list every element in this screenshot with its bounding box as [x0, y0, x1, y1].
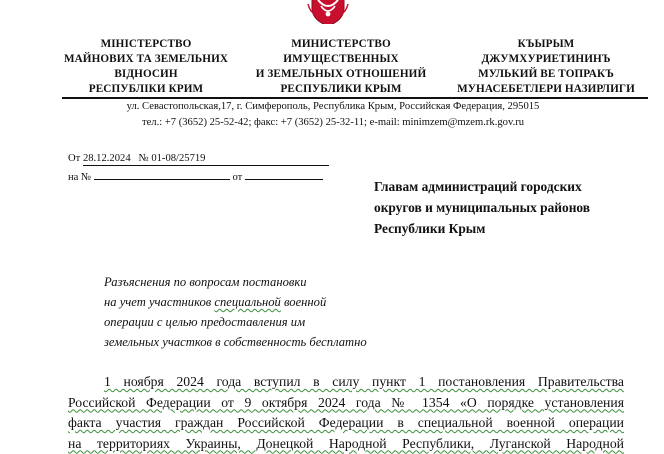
letter-body: [68, 372, 624, 454]
document-number: 01-08/25719: [151, 153, 205, 164]
body-line: 1 ноября 2024 года вступил в силу пункт 1 постановления Правительства: [68, 372, 624, 393]
document-date: 28.12.2024: [83, 153, 131, 164]
reply-number-blank: [94, 179, 230, 180]
recipient-line: Главам администраций городских: [374, 176, 654, 197]
outgoing-reference-field: [83, 153, 329, 166]
outgoing-reference: [68, 153, 329, 166]
subject-highlighted-word: специальной: [214, 295, 280, 309]
ministry-name-ukrainian: [62, 37, 230, 97]
ministry-ct-line: МУЛЬКИЙ ВЕ ТОПРАКЪ: [446, 67, 646, 82]
ministry-name-russian: [246, 37, 436, 97]
ministry-address: ул. Севастопольская,17, г. Симферополь, Республика Крым, Российская Федерация, 295015: [98, 101, 568, 112]
ministry-ua-line: МАЙНОВИХ ТА ЗЕМЕЛЬНИХ: [62, 52, 230, 67]
reply-from-label: от: [232, 172, 242, 183]
reply-reference: [68, 172, 323, 183]
letter-subject: [104, 272, 454, 352]
body-line: факта участия граждан Российской Федерации в специальной военной операции: [68, 413, 624, 434]
ministry-ua-line: ВІДНОСИН: [62, 67, 230, 82]
ministry-contacts: тел.: +7 (3652) 25-52-42; факс: +7 (3652) 25-32-11; e-mail: minimzem@mzem.rk.gov.ru: [98, 117, 568, 128]
recipient-line: Республики Крым: [374, 218, 654, 239]
ministry-ct-line: КЪЫРЫМ: [446, 37, 646, 52]
ministry-ru-line: МИНИСТЕРСТВО: [246, 37, 436, 52]
subject-line: земельных участков в собственность бесплатно: [104, 332, 454, 352]
subject-line: [104, 292, 454, 312]
recipient-block: [374, 176, 654, 239]
ministry-ct-line: МУНАСЕБЕТЛЕРИ НАЗИРЛИГИ: [446, 82, 646, 97]
reply-date-blank: [245, 179, 323, 180]
reply-prefix: на №: [68, 172, 91, 183]
subject-text: военной: [281, 295, 326, 309]
ministry-ru-line: И ЗЕМЕЛЬНЫХ ОТНОШЕНИЙ: [246, 67, 436, 82]
number-prefix: №: [139, 153, 149, 164]
body-line: Российской Федерации от 9 октября 2024 года № 1354 «О порядке установления: [68, 393, 624, 414]
from-prefix: От: [68, 153, 80, 164]
ministry-ru-line: ИМУЩЕСТВЕННЫХ: [246, 52, 436, 67]
ministry-ct-line: ДЖУМХУРИЕТИНИНЪ: [446, 52, 646, 67]
subject-text: на учет участников: [104, 295, 214, 309]
header-divider: [62, 97, 648, 99]
subject-line: операции с целью предоставления им: [104, 312, 454, 332]
coat-of-arms-emblem: [306, 0, 350, 24]
ministry-name-crimean-tatar: [446, 37, 646, 97]
body-line: на территориях Украины, Донецкой Народной Республики, Луганской Народной: [68, 434, 624, 454]
ministry-ru-line: РЕСПУБЛИКИ КРЫМ: [246, 82, 436, 97]
subject-line: Разъяснения по вопросам постановки: [104, 272, 454, 292]
ministry-ua-line: МІНІСТЕРСТВО: [62, 37, 230, 52]
ministry-ua-line: РЕСПУБЛІКИ КРИМ: [62, 82, 230, 97]
recipient-line: округов и муниципальных районов: [374, 197, 654, 218]
